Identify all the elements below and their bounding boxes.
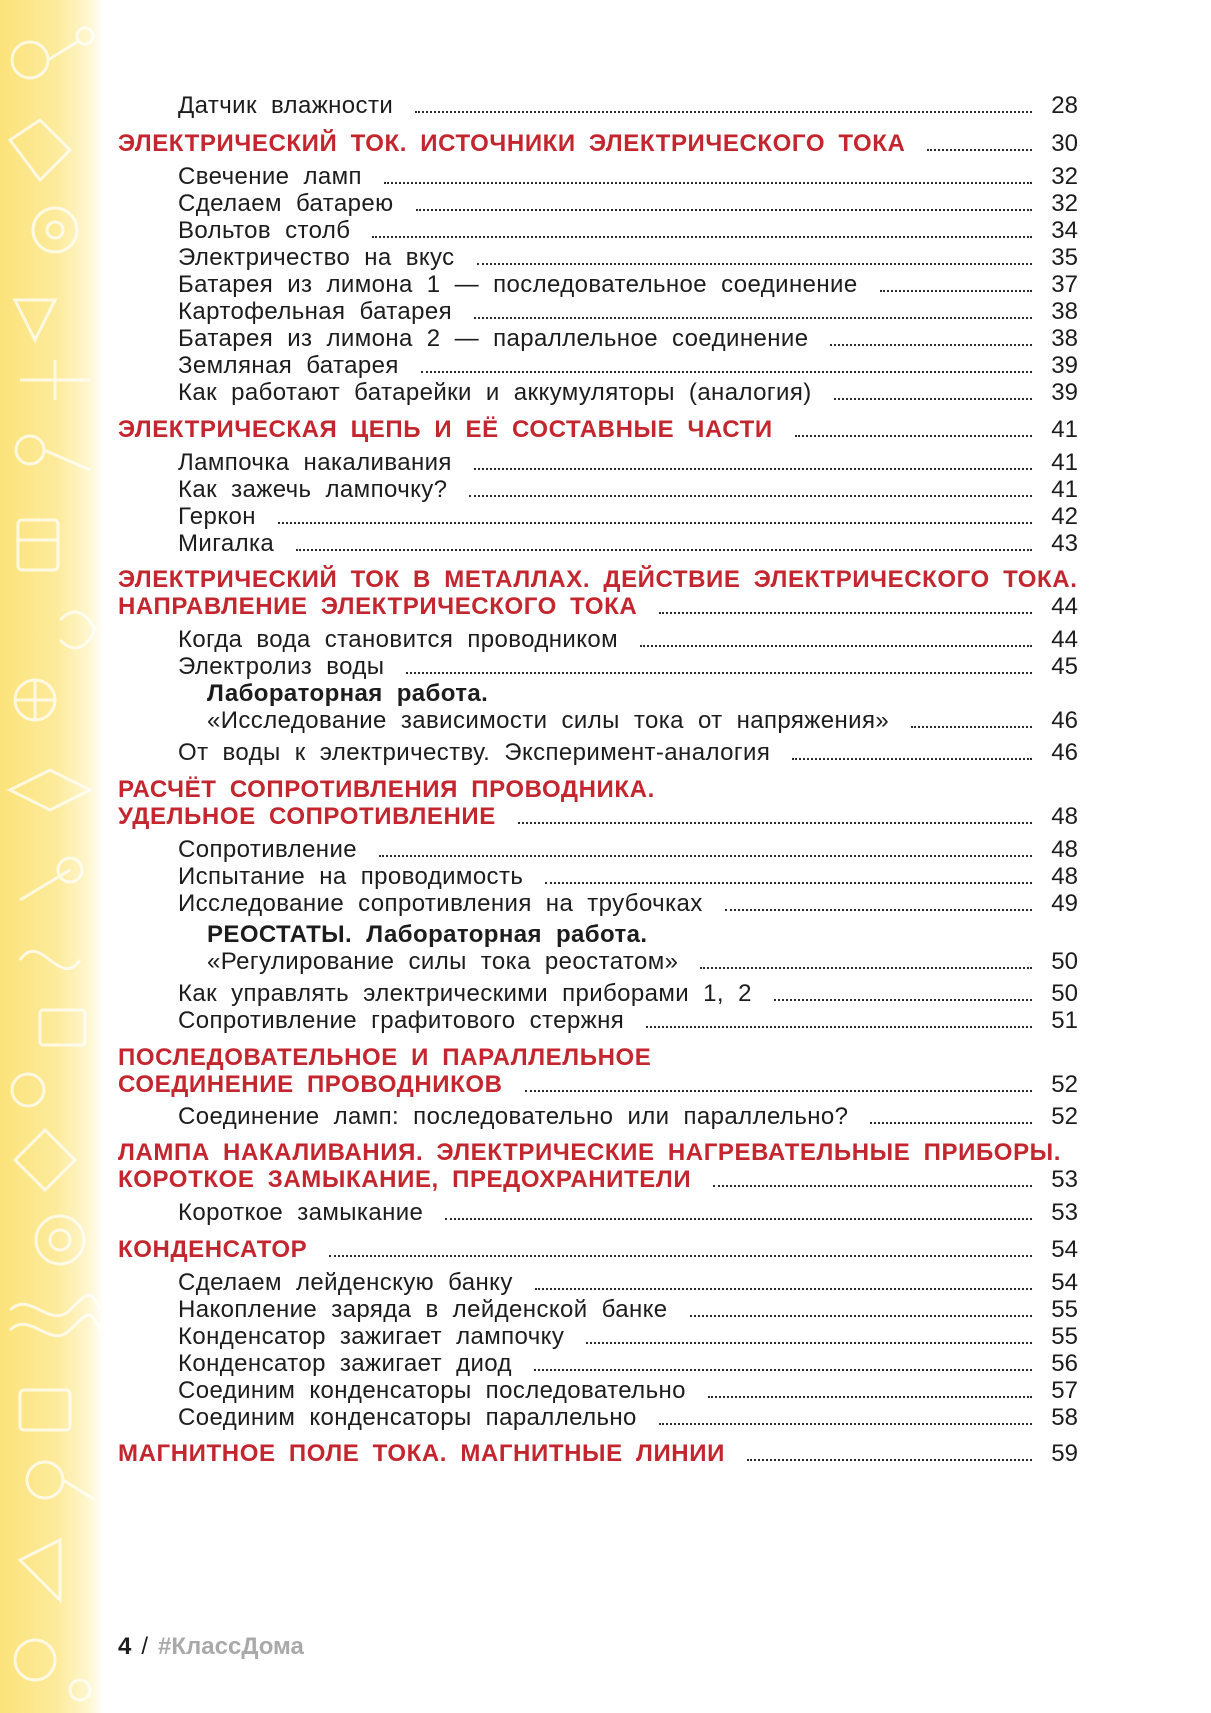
- footer-separator: /: [141, 1633, 149, 1660]
- toc-page-number: 32: [1051, 163, 1078, 190]
- toc-item[interactable]: [178, 1376, 1078, 1405]
- toc-entry-title: «Регулирование силы тока реостатом»: [207, 948, 679, 975]
- toc-item[interactable]: [178, 1102, 1078, 1131]
- toc-item[interactable]: [178, 625, 1078, 654]
- dot-leader: [640, 645, 1032, 647]
- toc-entry-title: СОЕДИНЕНИЕ ПРОВОДНИКОВ: [118, 1071, 503, 1098]
- toc-page-number: 41: [1051, 449, 1078, 476]
- toc-page-number: 46: [1051, 707, 1078, 734]
- toc-item[interactable]: [178, 1198, 1078, 1227]
- dot-leader: [911, 726, 1032, 728]
- toc-section-heading[interactable]: [118, 775, 1078, 804]
- dot-leader: [795, 435, 1032, 437]
- toc-entry-title: Исследование сопротивления на трубочках: [178, 890, 703, 917]
- toc-entry-title: Сопротивление: [178, 836, 358, 863]
- toc-entry-title: Сделаем батарею: [178, 190, 394, 217]
- toc-page-number: 46: [1051, 739, 1078, 766]
- toc-item[interactable]: [178, 243, 1078, 272]
- toc-entry-title: Как управлять электрическими приборами 1, 2: [178, 980, 752, 1007]
- toc-section-heading[interactable]: [118, 1138, 1078, 1167]
- toc-entry-title: Картофельная батарея: [178, 298, 453, 325]
- toc-entry-title: Соединение ламп: последовательно или параллельно?: [178, 1103, 849, 1130]
- toc-page-number: 44: [1051, 593, 1078, 620]
- toc-page-number: 58: [1051, 1404, 1078, 1431]
- toc-entry-title: Как зажечь лампочку?: [178, 476, 448, 503]
- dot-leader: [659, 612, 1032, 614]
- dot-leader: [421, 371, 1032, 373]
- dot-leader: [646, 1026, 1032, 1028]
- dot-leader: [518, 822, 1032, 824]
- toc-entry-title: ЭЛЕКТРИЧЕСКАЯ ЦЕПЬ И ЕЁ СОСТАВНЫЕ ЧАСТИ: [118, 416, 773, 443]
- toc-page-number: 34: [1051, 217, 1078, 244]
- toc-page-number: 42: [1051, 503, 1078, 530]
- dot-leader: [834, 398, 1032, 400]
- toc-item[interactable]: [178, 378, 1078, 407]
- toc-entry-title: «Исследование зависимости силы тока от напряжения»: [207, 707, 890, 734]
- toc-page-number: 50: [1051, 948, 1078, 975]
- toc-entry-title: ЛАМПА НАКАЛИВАНИЯ. ЭЛЕКТРИЧЕСКИЕ НАГРЕВАТЕЛЬНЫЕ ПРИБОРЫ.: [118, 1139, 1062, 1166]
- toc-item[interactable]: [178, 1295, 1078, 1324]
- toc-entry-title: Лабораторная работа.: [207, 680, 489, 707]
- footer-hashtag: #КлассДома: [158, 1633, 304, 1660]
- toc-section-heading[interactable]: [118, 565, 1078, 594]
- toc-section-heading[interactable]: [118, 415, 1078, 444]
- toc-item[interactable]: [178, 216, 1078, 245]
- toc-page-number: 49: [1051, 890, 1078, 917]
- toc-page-number: 51: [1051, 1007, 1078, 1034]
- dot-leader: [700, 967, 1032, 969]
- toc-page-number: 44: [1051, 626, 1078, 653]
- dot-leader: [586, 1342, 1032, 1344]
- dot-leader: [296, 549, 1032, 551]
- dot-leader: [525, 1090, 1032, 1092]
- toc-page-number: 53: [1051, 1166, 1078, 1193]
- toc-entry-title: Конденсатор зажигает лампочку: [178, 1323, 565, 1350]
- dot-leader: [416, 209, 1032, 211]
- toc-page-number: 28: [1051, 92, 1078, 119]
- toc-section-heading[interactable]: [118, 1043, 1078, 1072]
- dot-leader: [415, 111, 1032, 113]
- dot-leader: [329, 1255, 1032, 1257]
- toc-page-number: 39: [1051, 352, 1078, 379]
- toc-item[interactable]: [178, 1403, 1078, 1432]
- dot-leader: [474, 468, 1032, 470]
- toc-section-heading[interactable]: [118, 1165, 1078, 1194]
- dot-leader: [372, 236, 1032, 238]
- toc-entry-title: КОРОТКОЕ ЗАМЫКАНИЕ, ПРЕДОХРАНИТЕЛИ: [118, 1166, 692, 1193]
- toc-item[interactable]: [178, 529, 1078, 558]
- dot-leader: [278, 522, 1032, 524]
- toc-page-number: 54: [1051, 1269, 1078, 1296]
- dot-leader: [406, 672, 1032, 674]
- toc-page-number: 35: [1051, 244, 1078, 271]
- toc-item[interactable]: [178, 1268, 1078, 1297]
- toc-item[interactable]: [178, 652, 1078, 681]
- toc-entry-title: Соединим конденсаторы параллельно: [178, 1404, 637, 1431]
- toc-page-number: 41: [1051, 416, 1078, 443]
- toc-page-number: 38: [1051, 298, 1078, 325]
- toc-page-number: 39: [1051, 379, 1078, 406]
- toc-item[interactable]: [178, 1006, 1078, 1035]
- toc-item[interactable]: [178, 448, 1078, 477]
- toc-page-number: 48: [1051, 863, 1078, 890]
- toc-item[interactable]: [178, 889, 1078, 918]
- toc-lab-item[interactable]: [207, 706, 1078, 735]
- toc-entry-title: ПОСЛЕДОВАТЕЛЬНОЕ И ПАРАЛЛЕЛЬНОЕ: [118, 1044, 652, 1071]
- toc-section-heading[interactable]: [118, 1439, 1078, 1468]
- toc-section-heading[interactable]: [118, 802, 1078, 831]
- toc-entry-title: Короткое замыкание: [178, 1199, 424, 1226]
- toc-section-heading[interactable]: [118, 592, 1078, 621]
- toc-entry-title: КОНДЕНСАТОР: [118, 1236, 308, 1263]
- toc-entry-title: Конденсатор зажигает диод: [178, 1350, 512, 1377]
- toc-entry-title: МАГНИТНОЕ ПОЛЕ ТОКА. МАГНИТНЫЕ ЛИНИИ: [118, 1440, 725, 1467]
- dot-leader: [379, 855, 1032, 857]
- toc-entry-title: Накопление заряда в лейденской банке: [178, 1296, 668, 1323]
- dot-leader: [535, 1288, 1032, 1290]
- toc-entry-title: Как работают батарейки и аккумуляторы (аналогия): [178, 379, 812, 406]
- dot-leader: [469, 495, 1032, 497]
- dot-leader: [792, 758, 1032, 760]
- toc-entry-title: От воды к электричеству. Эксперимент-аналогия: [178, 739, 771, 766]
- toc-page-number: 55: [1051, 1296, 1078, 1323]
- toc-page-number: 30: [1051, 130, 1078, 157]
- toc-item[interactable]: [178, 738, 1078, 767]
- toc-entry-title: Батарея из лимона 2 — параллельное соединение: [178, 325, 809, 352]
- toc-section-heading[interactable]: [118, 1235, 1078, 1264]
- toc-lab-heading[interactable]: [207, 920, 1078, 949]
- toc-page-number: 53: [1051, 1199, 1078, 1226]
- dot-leader: [384, 182, 1032, 184]
- dot-leader: [870, 1122, 1032, 1124]
- toc-entry-title: Лампочка накаливания: [178, 449, 452, 476]
- dot-leader: [713, 1185, 1032, 1187]
- toc-entry-title: Электричество на вкус: [178, 244, 455, 271]
- toc-page-number: 54: [1051, 1236, 1078, 1263]
- toc-page-number: 32: [1051, 190, 1078, 217]
- toc-entry-title: Вольтов столб: [178, 217, 351, 244]
- toc-page-number: 48: [1051, 836, 1078, 863]
- toc-page-number: 55: [1051, 1323, 1078, 1350]
- toc-page-number: 48: [1051, 803, 1078, 830]
- toc-entry-title: ЭЛЕКТРИЧЕСКИЙ ТОК. ИСТОЧНИКИ ЭЛЕКТРИЧЕСКОГО ТОКА: [118, 130, 906, 157]
- toc-entry-title: Свечение ламп: [178, 163, 362, 190]
- dot-leader: [708, 1396, 1032, 1398]
- toc-entry-title: Электролиз воды: [178, 653, 385, 680]
- toc-item[interactable]: [178, 835, 1078, 864]
- toc-item[interactable]: [178, 91, 1078, 120]
- toc-item[interactable]: [178, 502, 1078, 531]
- dot-leader: [927, 149, 1032, 151]
- toc-entry-title: Датчик влажности: [178, 92, 394, 119]
- toc-item[interactable]: [178, 324, 1078, 353]
- toc-item[interactable]: [178, 162, 1078, 191]
- toc-page-number: 52: [1051, 1103, 1078, 1130]
- page-footer: [118, 1632, 304, 1661]
- dot-leader: [774, 999, 1032, 1001]
- toc-page-number: 41: [1051, 476, 1078, 503]
- toc-entry-title: Испытание на проводимость: [178, 863, 524, 890]
- toc-entry-title: Когда вода становится проводником: [178, 626, 619, 653]
- dot-leader: [747, 1459, 1032, 1461]
- toc-item[interactable]: [178, 351, 1078, 380]
- toc-page-number: 37: [1051, 271, 1078, 298]
- toc-entry-title: РЕОСТАТЫ. Лабораторная работа.: [207, 921, 648, 948]
- toc-item[interactable]: [178, 475, 1078, 504]
- dot-leader: [690, 1315, 1032, 1317]
- toc-item[interactable]: [178, 297, 1078, 326]
- dot-leader: [880, 290, 1032, 292]
- toc-page-number: 56: [1051, 1350, 1078, 1377]
- toc-entry-title: Соединим конденсаторы последовательно: [178, 1377, 686, 1404]
- toc-section-heading[interactable]: [118, 129, 1078, 158]
- toc-lab-item[interactable]: [207, 947, 1078, 976]
- toc-entry-title: УДЕЛЬНОЕ СОПРОТИВЛЕНИЕ: [118, 803, 496, 830]
- toc-page-number: 43: [1051, 530, 1078, 557]
- toc-entry-title: НАПРАВЛЕНИЕ ЭЛЕКТРИЧЕСКОГО ТОКА: [118, 593, 638, 620]
- toc-page-number: 45: [1051, 653, 1078, 680]
- toc-page-number: 50: [1051, 980, 1078, 1007]
- toc-page-number: 52: [1051, 1071, 1078, 1098]
- toc-page-number: 38: [1051, 325, 1078, 352]
- toc-entry-title: РАСЧЁТ СОПРОТИВЛЕНИЯ ПРОВОДНИКА.: [118, 776, 655, 803]
- toc-item[interactable]: [178, 189, 1078, 218]
- dot-leader: [534, 1369, 1032, 1371]
- toc-entry-title: Мигалка: [178, 530, 275, 557]
- dot-leader: [659, 1423, 1032, 1425]
- toc-item[interactable]: [178, 979, 1078, 1008]
- dot-leader: [830, 344, 1032, 346]
- toc-item[interactable]: [178, 862, 1078, 891]
- dot-leader: [445, 1218, 1032, 1220]
- toc-entry-title: Батарея из лимона 1 — последовательное соединение: [178, 271, 858, 298]
- page-number: 4: [118, 1633, 132, 1660]
- toc-lab-heading[interactable]: [207, 679, 1078, 708]
- toc-item[interactable]: [178, 270, 1078, 299]
- dot-leader: [545, 882, 1032, 884]
- toc-section-heading[interactable]: [118, 1070, 1078, 1099]
- toc-entry-title: Сделаем лейденскую банку: [178, 1269, 513, 1296]
- toc-entry-title: ЭЛЕКТРИЧЕСКИЙ ТОК В МЕТАЛЛАХ. ДЕЙСТВИЕ ЭЛЕКТРИЧЕСКОГО ТОКА.: [118, 566, 1078, 593]
- toc-entry-title: Геркон: [178, 503, 256, 530]
- dot-leader: [477, 263, 1032, 265]
- toc-item[interactable]: [178, 1322, 1078, 1351]
- toc-page-number: 59: [1051, 1440, 1078, 1467]
- dot-leader: [474, 317, 1032, 319]
- toc-item[interactable]: [178, 1349, 1078, 1378]
- toc-entry-title: Сопротивление графитового стержня: [178, 1007, 625, 1034]
- dot-leader: [725, 909, 1032, 911]
- toc-page-number: 57: [1051, 1377, 1078, 1404]
- toc-entry-title: Земляная батарея: [178, 352, 399, 379]
